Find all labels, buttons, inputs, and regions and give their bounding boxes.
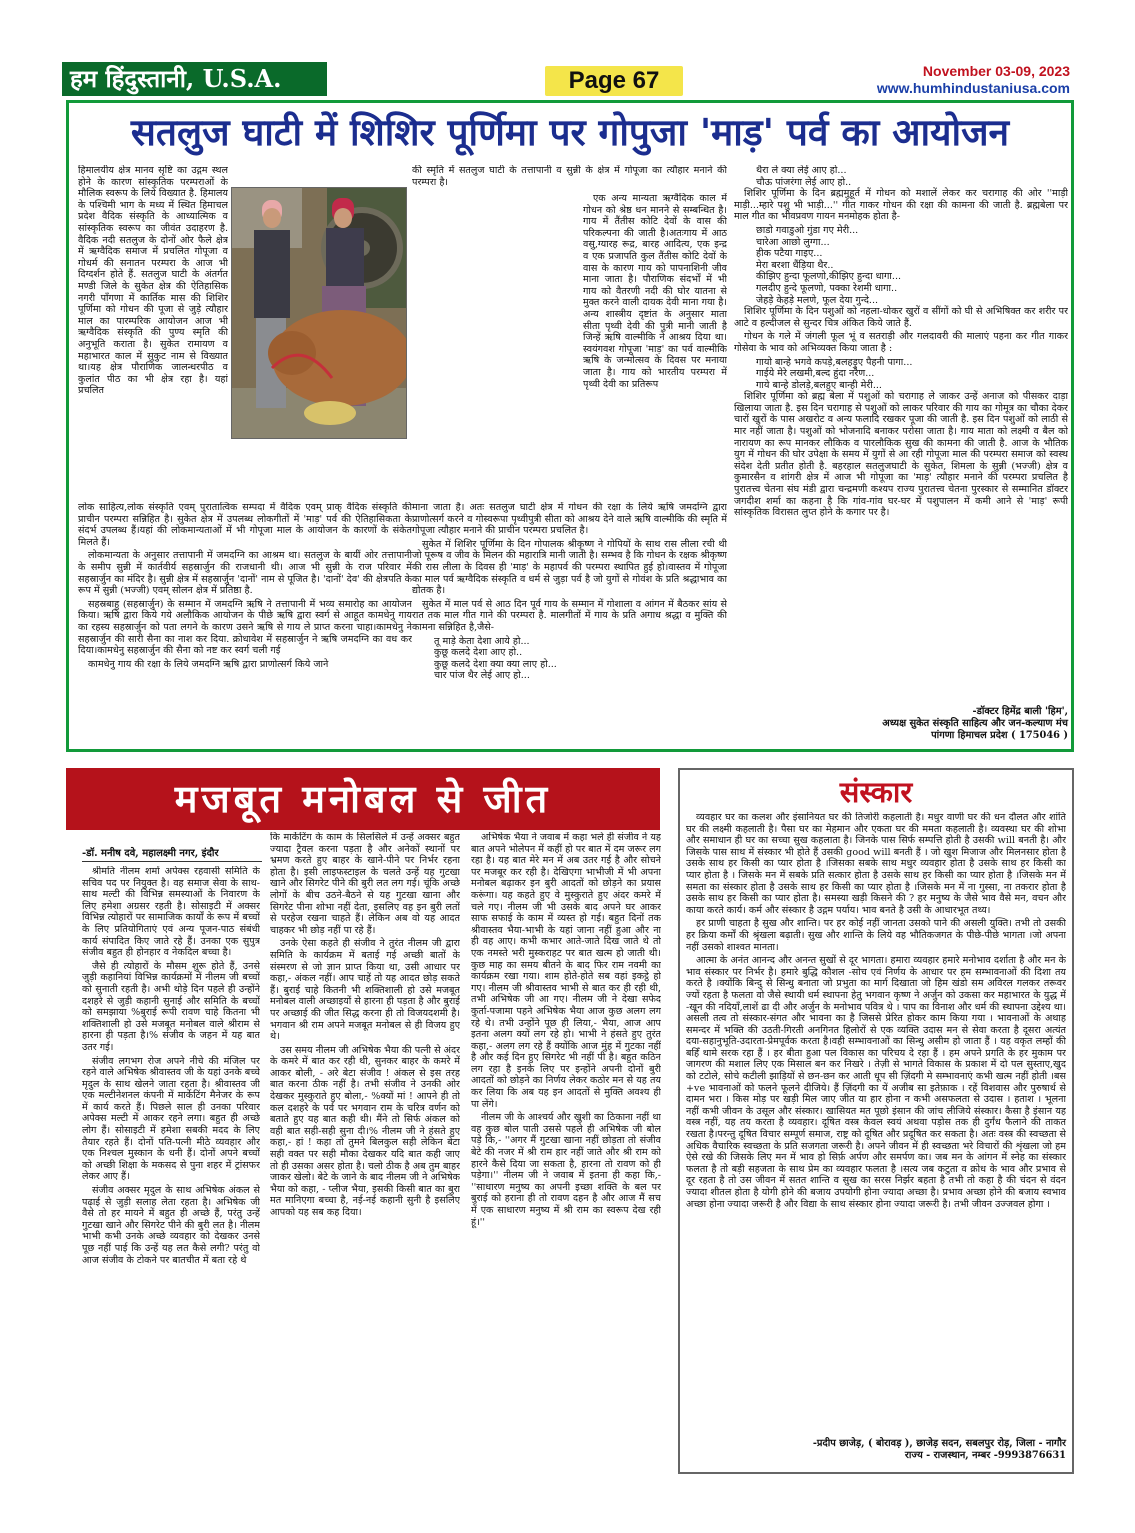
paragraph: सुकेत में शिशिर पूर्णिमा के दिन गोपालक श्रीकृष्ण ने गोपियों के साथ रास लीला रची थी जो पूरूष व जीव के मिलन की महारात्रि मानी जाती है। सम्भव है कि गोधन के रक्षक श्रीकृष्ण की रास लीला के दिवस ही 'माड़' के महापर्व की परम्परा स्थापित हुई हो।वास्तव में गोपूजा का माल पर्व ऋग्वैदिक संस्कृति व धर्म से जुड़ा पर्व है जो युगों से गोवंश के प्रति श्रद्धाभाव का द्योतक है। bbox=[412, 538, 727, 597]
story-col1 bbox=[82, 866, 260, 1478]
story-author: -डॉ. मनीष दवे, महालक्ष्मी नगर, इंदौर bbox=[82, 848, 219, 859]
folk-song-verses bbox=[756, 165, 1068, 188]
verse-line: गलदीए हुन्दे फूलणो, पक्का रेशमी धागा.. bbox=[756, 282, 898, 294]
paragraph: माना जाता है। अतः सतलुज घाटी क्षेत्र में गोधन की रक्षा के लिये ऋषि जमदग्नि द्वारा प्राणोत्सर्ग करने व गोस्वरूपा पृथ्वीपुत्री सीता को आश्रय देने वाले ऋषि वाल्मीकि की स्मृति में गोपूजा त्यौहार मनाने की प्राचीन परम्परा प्रचलित है। bbox=[412, 502, 727, 537]
paragraph: कामधेनु गाय की रक्षा के लिये जमदग्नि ऋषि द्वारा प्राणोत्सर्ग किये जाने bbox=[88, 658, 329, 670]
paragraph: गोधन के गले में जंगली फूल भूं व सतराड़ी और गलदावरी की मालाएं पहना कर गीत गाकर गोसेवा के भाव को अभिव्यक्त किया जाता है : bbox=[734, 331, 1068, 354]
verse-line: हीक पटैया गाइए... bbox=[756, 248, 823, 260]
folk-song-verses bbox=[434, 636, 727, 682]
paragraph: शिशिर पूर्णिमा को ब्रह्म बेला में पशुओं को चरागाह ले जाकर उन्हें अनाज को पीसकर दाड़ा खिलाया जाता है. इस दिन चरागाह से पशुओं को लाकर परिवार की गाय का गोमूत्र का चौका देकर चारों खुरों के पास अखरोट व अन्य फलादि रखकर पूजा की जाती है. इस दिन पशुओं को लाठी से मार नहीं जाता है। पशुओं को भोजनादि बनाकर परोसा जाता है। गाय माता को लक्ष्मी व बैल को नारायण का रूप मानकर लौकिक व पारलौकिक सुख की कामना की जाती है. आज के भौतिक युग में गोधन की घोर उपेक्षा के समय में युगों से आ रही गोपूजा माल की परम्परा समाज को स्वस्थ संदेश देती प्रतीत होती है. बहरहाल सतलुजघाटी के सुकेत, शिमला के सुन्नी (भज्जी) क्षेत्र व कुमारसैन व शांगरी क्षेत्र में आज भी गोपूजा का 'माड़' त्यौहार मनाने की परम्परा प्रचलित है पुरातत्त्व चेतना संघ मंडी द्वारा चन्द्रमणी कश्यप राज्य पुरातत्त्व चेतना पुरस्कार से सम्मानित डॉक्टर जगदीश शर्मा का कहना है कि गांव-गांव घर-घर में पशुपालन में कमी आने से 'माड़' रूपी सांस्कृतिक विरासत लुप्त होने के कगार पर है। bbox=[734, 391, 1068, 519]
women-feeding-cow-photo bbox=[232, 188, 407, 439]
paragraph: लोकमान्यता के अनुसार तत्तापानी में जमदग्नि का आश्रम था। सतलुज के बायीं ओर तत्तापानी के समीप सुन्नी में कार्तवीर्य सहस्रार्जुन की राजधानी थी। आज भी सुन्नी के राज परिवार में सहस्रार्जुन का मंदिर है। सुन्नी क्षेत्र में सहस्रार्जुन 'दानों' नाम से पूजित है। 'दानों' देव' की क्षेत्रपति के रूप में सुन्नी (भज्जी) एवम् सोलन क्षेत्र में प्रतिष्ठा है. bbox=[78, 550, 412, 597]
paragraph: सुकेत में माल पर्व से आठ दिन पूर्व गाय के सम्मान में गोशाला व आंगन में बैठकर सांय से रात तक माल गीत गाने की परम्परा है. मालगीतों में गाय के प्रति अगाध श्रद्धा व मुक्ति की कामना सन्निहित है,जैसे- bbox=[412, 598, 727, 633]
author-address: पांगणा हिमाचल प्रदेश ( 175046 ) bbox=[931, 730, 1068, 741]
paragraph: एक अन्य मान्यता ऋग्वैदिक काल में गोधन को श्रेष्ठ धन मानने से सम्बन्धित है। गाय में तैंतीस कोटि देवों के वास की परिकल्पना की जाती है।अतःगाय में आठ वसु,ग्यारह रूद्र, बारह आदित्य, एक इन्द्र व एक प्रजापति कुल तैंतीस कोटि देवों के वास के कारण गाय को पापनाशिनी जीव माना जाता है। पौराणिक संदर्भों में भी गाय को वैतरणी नदी की घोर यातना से मुक्त करने वाली दायक देवी माना गया है। अन्य शास्त्रीय दृष्टांत के अनुसार माता सीता पृथ्वी देवी की पुत्री मानी जाती है जिन्हें ऋषि वाल्मीकि ने आश्रय दिया था।स्वयंगवश गोपूजा 'माड़' का पर्व वाल्मीकि ऋषि के जन्मोत्सव के दिवस पर मनाया जाता है। गाय को भारतीय परम्परा में पृथ्वी देवी का प्रतिरूप bbox=[583, 193, 727, 390]
verse-line: गायो बान्हे भगवे कपड़े,बलहड़ुए पैहनी पागा... bbox=[756, 356, 913, 368]
sanskar-body bbox=[686, 812, 1066, 1434]
verse-line: मेरा बरशा धैंड़िया थैर.. bbox=[756, 259, 834, 271]
folk-song-verses bbox=[756, 357, 1068, 392]
paragraph: शिशिर पूर्णिमा के दिन ब्रह्ममुहूर्त में गोधन को मशालें लेकर कर चरागाह की ओर ''माड़ी माड़ी...म्हारे पशु भी भाड़ी...'' गीत गाकर गोधन की रक्षा की कामना की जाती है. ब्रह्मबेला पर माल गीत का भीवप्रवण गायन मनमोहक होता है- bbox=[734, 188, 1068, 223]
story-headline-banner: मजबूत मनोबल से जीत bbox=[66, 768, 660, 830]
paragraph: सहस्रबाहु (सहस्रार्जुन) के सम्मान में जमदग्नि ऋषि ने तत्तापानी में भव्य समारोह का आयोजन किया। ऋषि द्वारा किये गये अलौकिक आयोजन के पीछे ऋषि द्वारा स्वर्ग से आहूत कामधेनु गाय का रहस्य सहस्रार्जुन को पता लगने के कारण उसने ऋषि से गाय ले प्राप्त करना चाहा।कामधेनु ने सहस्रार्जुन की सारी सैना का नाश कर दिया. क्रोधावेश में सहस्रार्जुन ने ऋषि जमदग्नि का वध कर दिया।कामधेनु सहस्रार्जुन की सैना को नष्ट कर स्वर्ग चली गई bbox=[78, 598, 412, 657]
issue-date: November 03-09, 2023 bbox=[922, 63, 1070, 79]
paragraph: नीलम जी के आश्चर्य और खुशी का ठिकाना नहीं था वह कुछ बोल पाती उससे पहले ही अभिषेक जी बोल पड़े कि,- ''अगर मैं गुटखा खाना नहीं छोड़ता तो संजीव बेटे की नजर में श्री राम हार नहीं जाते और श्री राम को हारने कैसे दिया जा सकता है, हारना तो रावण को ही पड़ेगा।'' नीलम जी ने जवाब में इतना ही कहा कि,- ''साधारण मनुष्य का अपनी इच्छा शक्ति के बल पर बुराई को हराना ही तो रावण दहन है और आज मैं सच में एक साधारण मनुष्य में श्री राम का स्वरूप देख रही हूं।'' bbox=[471, 1112, 661, 1228]
paragraph: संजीव लगभग रोज अपने नीचे की मंजिल पर रहने वाले अभिषेक श्रीवास्तव जी के यहां उनके बच्चे मृदुल के साथ खेलने जाता रहता है। श्रीवास्तव जी एक मल्टीनेशनल कंपनी में मार्केटिंग मैनेजर के रूप में कार्य करते हैं। पिछले साल ही उनका परिवार अपेक्स मल्टी में आकर रहने लगा। बहुत ही अच्छे लोग हैं। सोसाइटी में हमेशा सबकी मदद के लिए तैयार रहते हैं। दोनों पति-पत्नी मीठे व्यवहार और एक निश्चल मुस्कान के धनी हैं। दोनों अपने बच्चों को अच्छी शिक्षा के मकसद से पुना शहर में ट्रांसफर लेकर आए हैं। bbox=[82, 1055, 260, 1183]
top-article-col1-intro-text: हिमालयीय क्षेत्र मानव सृष्टि का उद्गम स्थल होने के कारण सांस्कृतिक परम्पराओं के मौलिक स्वरूप के लिये विख्यात है. हिमालय के पश्चिमी भाग के मध्य में स्थित हिमाचल प्रदेश वैदिक संस्कृति के आध्यात्मिक व सांस्कृतिक स्वरूप का जीवंत उदाहरण है. वैदिक नदी सतलुज के दोनों ओर फैले क्षेत्र में ऋग्वैदिक समाज में प्रचलित गोपूजा व गोधर्म की सनातन परम्परा के आज भी दिग्दर्शन होते हैं. सतलुज घाटी के अंतर्गत मण्डी जिले के सुकेत क्षेत्र की ऐतिहासिक नगरी पाँगणा में कार्तिक मास की शिशिर पूर्णिमा को गोधन की पूजा से जुड़े त्यौहार माल का पारम्परिक आयोजन आज भी ऋग्वैदिक संस्कृति की पुण्य स्मृति की अनुभूति कराता है। सुकेत रामायण व महाभारत काल में सुकुट नाम से विख्यात था।यह क्षेत्र पौराणिक जालन्धरपीठ व कुलांत पीठ का भी क्षेत्र रहा है। यहां प्रचलित bbox=[78, 165, 228, 397]
top-article-col3 bbox=[734, 165, 1068, 705]
verse-line: जेहड़े केहड़े मलणे, फूल देया गुन्दे... bbox=[756, 294, 879, 306]
folk-song-verses bbox=[756, 225, 1068, 306]
page-number: Page 67 bbox=[545, 66, 683, 96]
top-article-col1-intro bbox=[78, 165, 228, 501]
paragraph: श्रीमति नीलम शर्मा अपेक्स रहवासी समिति के सचिव पद पर नियुक्त है। वह समाज सेवा के साथ-साथ मल्टी की विभिन्न समस्याओं के निवारण के लिए हमेशा अग्रसर रहती है। सोसाइटी में अक्सर विभिन्न त्योहारों पर सामाजिक कार्यों के रूप में बच्चों के लिए प्रतियोगिताएं एवं अन्य पूजन-पाठ संबंधी कार्य संपादित किए जाते रहे हैं। उनका एक सुपुत्र संजीव बहुत ही होनहार व नेकदिल बच्चा है। bbox=[82, 866, 260, 959]
paragraph: शिशिर पूर्णिमा के दिन पशुओं को नहला-धोकर खुरों व सींगों को घी से अभिषिक्त कर शरीर पर आटे व हल्दीजल से सुन्दर चित्र अंकित किये जाते हैं. bbox=[734, 306, 1068, 329]
article-photo bbox=[231, 187, 407, 439]
verse-line: गाये बान्हे डोलड़े,बलहुए बान्ही मेरी... bbox=[756, 379, 882, 391]
paragraph: लोक साहित्य,लोक संस्कृति एवम् पुरातात्विक सम्पदा में वैदिक एवम् प्राक् वैदिक संस्कृति की प्राचीन परम्परा सन्निहित है। सुकेत क्षेत्र में उपलब्ध लोकगीतों में 'माड़' पर्व की ऐतिहासिकता के संदर्भ उपलब्ध हैं।यहां की लोकमान्यताओं में भी गोपूजा माल के आयोजन के कारणों के संकेत मिलते हैं। bbox=[78, 502, 412, 548]
story-col2 bbox=[270, 832, 460, 1478]
verse-line: गाईये मेरे लखमी,बल्द हुंदा नरैण... bbox=[756, 368, 875, 380]
paragraph: अभिषेक भैया ने जवाब में कहा भले ही संजीव ने यह बात अपने भोलेपन में कहीं हो पर बात में दम जरूर लग रहा है। यह बात मेरे मन में अब उतर गई है और सोचने पर मजबूर कर रही है। देखिएगा भाभीजी में भी अपना मनोबल बढ़ाकर इन बुरी आदतों को छोड़ने का प्रयास करूंगा। यह कहते हुए वे मुस्कुराते हुए अंदर कमरे में चले गए। नीलम जी भी उसके बाद अपने घर आकर साफ सफाई के काम में व्यस्त हो गई। बहुत दिनों तक श्रीवास्तव भैया-भाभी के यहां जाना नहीं हुआ और ना ही वह आए। कभी कभार आते-जाते दिख जाते थे तो एक नमस्ते भरी मुस्कराहट पर बात खत्म हो जाती थी। कुछ माह का समय बीतने के बाद फिर राम नवमी का कार्यक्रम रखा गया। शाम होते-होते सब वहां इकट्ठे हो गए। नीलम जी श्रीवास्तव भाभी से बात कर ही रही थी, तभी अभिषेक जी आ गए। नीलम जी ने देखा सफेद कुर्ता-पजामा पहने अभिषेक भैया आज कुछ अलग लग रहे थे। तभी उन्होंने पूछ ही लिया,- भैया, आज आप इतना अलग क्यों लग रहे हो। भाभी ने हंसते हुए तुरंत कहा,- अलग लग रहे हैं क्योंकि आज मुंह में गुटका नहीं है और कई दिन हुए सिगरेट भी नहीं पी है। बहुत कठिन लग रहा है इनके लिए पर इन्होंने अपनी दोनों बुरी आदतों को छोड़ने का निर्णय लेकर कठोर मन से यह तय कर लिया कि अब यह इन आदतों से मुक्ति अवश्य ही पा लेंगे। bbox=[471, 832, 661, 1110]
top-article-col1-body bbox=[78, 502, 412, 750]
author-name: -प्रदीप छाजेड़, ( बोरावड़ ), छाजेड़ सदन, सबलपुर रोड़, जिला - नागौर bbox=[812, 1438, 1066, 1449]
sanskar-title: संस्कार bbox=[839, 775, 913, 809]
author-contact: राज्य - राजस्थान, नम्बर -9993876631 bbox=[904, 1450, 1066, 1461]
paragraph: आत्मा के अनंत आनन्द और अनन्त सुखों से दूर भागता। हमारा व्यवहार हमारे मनोभाव दर्शाता है और मन के भाव संस्कार पर निर्भर है। हमारे बुद्धि कौशल -सोच एवं निर्णय के आधार पर हम सम्भावनाओं की दिशा तय करते है ।क्योंकि बिन्दु से सिन्धु बनाता जो प्रभुता का मार्ग दिखाता जो हिम खंडो सम अविरल गलकर तरूवर ज्यों रहता है फलता वो जैसे स्थायी धर्म स्थापना हेतु भगवान कृष्ण ने अर्जुन को उकसा कर महाभारत के युद्ध में -खून की नदियाँ,लाशें ढा दी और अर्जुन के मनोभाव पवित्र थे । पाप का विनाश और धर्म की स्थापना उद्देश्य था। असली तत्व तो संस्कार-संगत और भावना का है जिससे प्रेरित होकर काम किया गया । भावनाओं के अथाह समन्दर में भक्ति की उठती-गिरती अनगिनत हिलोरों से एक व्यक्ति उदास मन से सेवा करता है दूसरा अत्यंत दया-सहानुभूति-उदारता-प्रेमपूर्वक करता है।वही सम्भावनाओं का सिन्धु असीम हो जाता हैं । यह वकृत लम्हों की बहिँ थामे सरक रहा हैं । हर बीता हुआ पल विकास का परिचय दे रहा हैं । हम अपने प्रगति के हर मुकाम पर जागरण की मशाल लिए एक मिसाल बन कर निखरे । तेज़ी से भागते विकास के प्रकाश में दो पल सुस्ताए,खुद को टटोले, सोचे कटीली झाड़ियों से छन-छन कर आती धूप सी ज़िंदगी मे सम्भावनाएं कभी खत्म नहीं होती ।बस +ve भावनाओं को फलने फूलने दीजिये। हैं ज़िंदगी का यें अजीब सा इतेफ़ाक । रहें विशवास और पुरुषार्थ से दामन भरा । किस मोड़ पर खड़ी मिल जाए जीत या हार होना न कभी असफलता से उदास । हताश । भूलना नहीं कभी जीवन के उसूल और संस्कार। खासियत मत पूछो इंसान की जांच लीजिये संस्कार। कैसा है इंसान यह वस्त्र नहीं, यह तय करता है व्यवहार। दूषित वस्त्र केवल स्वयं अथवा पड़ोस तक ही दुर्गंध फैलाने की ताकत रखता है।परन्तु दूषित विचार सम्पूर्ण समाज, राष्ट्र को दूषित और प्रदूषित कर सकता है। अतः वस्त्र की स्वच्छता से अधिक वैचारिक स्वच्छता के प्रति सजगता जरूरी है। अपने जीवन में ही स्वच्छता भरे विचारों की शृंखला जो हम ऐसे रखे की जिसके लिए मन में भाव हो सिर्फ़ अर्पण और समर्पण का। जब मन के आंगन में स्नेह का संस्कार फलता है तो बड़ी सहजता के साथ प्रेम का व्यवहार फलता है ।सत्य जब कटुता व क्रोध के भाव और प्रभाव से दूर रहता है तो उस जीवन में सतत शान्ति व सुख का सरस निर्झर बहता है तभी तो कहा है की चंदन से वंदन ज्यादा शीतल होता है योगी होने की बजाय उपयोगी होना ज्यादा अच्छा है। प्रभाव अच्छा होने की बजाय स्वभाव अच्छा होना ज्यादा जरूरी है और विद्या के साथ संस्कार होना ज्यादा जरूरी है। तभी जीवन उज्जवल होगा । bbox=[686, 955, 1066, 1210]
paragraph: कि मार्केटिंग के काम के सिलसिले में उन्हें अक्सर बहुत ज्यादा ट्रैवल करना पड़ता है और अनेकों स्थानों पर भ्रमण करते हुए बाहर के खाने-पीने पर निर्भर रहना होता है। इसी लाइफस्टाइल के चलते उन्हें यह गुटखा खाने और सिगरेट पीने की बुरी लत लग गई। चूंकि अच्छे लोगों के बीच उठने-बैठने से यह गुटखा खाना और सिगरेट पीना शोभा नहीं देता, इसलिए वह इन बुरी लतों से परहेज रखना चाहते हैं। लेकिन अब वो यह आदत चाहकर भी छोड़ नहीं पा रहे हैं। bbox=[270, 832, 460, 936]
paragraph: व्यवहार घर का कलश और इंसानियत घर की तिजोरी कहलाती है। मधुर वाणी घर की धन दौलत और शांति घर की लक्ष्मी कहलाती है। पैसा घर का मेहमान और एकता घर की ममता कहलाती है। व्यवस्था घर की शोभा और समाधान ही घर का सच्चा सुख कहलाता है। जिनके पास सिर्फ सम्पत्ति होती है उसकी will बनती है। और जिसके पास साथ में संस्कार भी होते हैं उसकी good will बनती हैं । जो खुश मिजाज और मिलनसार होता है उसके साथ हर किसी का प्यार होता है ।जिसका सबके साथ मधुर व्यवहार होता है उसके साथ हर किसी का प्यार होता है । जिसके मन में सबके प्रति सत्कार होता है उसके साथ हर किसी का प्यार होता है ।जिसके मन में समता का संस्कार होता है उसके साथ हर किसी का प्यार होता है ।जिसके मन में ना गुस्सा, ना तकरार होता है उसके साथ हर किसी का प्यार होता है। समस्या खड़ी किसने की ? हर मनुष्य के जैसे भाव वैसे मन, वचन और काया करते कार्य। कर्म और संस्कार है उद्गम पर्याय। भाव बनते है उसी के आधारभूत तथ्य। bbox=[686, 812, 1066, 916]
paragraph: की स्मृति में सतलुज घाटी के तत्तापानी व सुन्नी के क्षेत्र में गोपूजा का त्यौहार मनाने की परम्परा है। bbox=[412, 165, 727, 188]
sanskar-signature bbox=[686, 1438, 1066, 1462]
verse-line: तू माड़े केता देशा आये हो... bbox=[434, 635, 530, 647]
verse-line: कुछू कलदे देशा आए हो.. bbox=[434, 647, 523, 659]
website-link[interactable]: www.humhindustaniusa.com bbox=[876, 80, 1070, 96]
author-title: अध्यक्ष सुकेत संस्कृति साहित्य और जन-कल्याण मंच bbox=[882, 718, 1068, 729]
verse-line: थैरा ले क्या लेई आए हो... bbox=[756, 165, 847, 176]
paragraph: संजीव अक्सर मृदुल के साथ अभिषेक अंकल से पढ़ाई से जुड़ी सलाह लेता रहता है। अभिषेक जी वैसे तो हर मायने में बहुत ही अच्छे हैं, परंतु उन्हें गुटखा खाने और सिगरेट पीने की बुरी लत है। नीलम भाभी कभी उनके अच्छे व्यवहार को देखकर उनसे पूछ नहीं पाई कि उन्हें यह लत कैसे लगी? परंतु वो आज संजीव के टोकने पर बातचीत में बता रहे थे bbox=[82, 1185, 260, 1266]
author-underline bbox=[82, 861, 262, 862]
verse-line: कीझिए हुन्दा फूलणो,कीझिए हुन्दा धागा... bbox=[756, 271, 902, 283]
top-article-signature bbox=[734, 706, 1068, 742]
verse-line: कुछू कलदे देशा क्या क्या लाए हो... bbox=[434, 658, 557, 670]
top-article-col2-body bbox=[412, 502, 727, 750]
paragraph: जैसे ही त्योहारों के मौसम शुरू होते हैं, उनसे जुड़ी कहानियां विभिन्न कार्यक्रमों में नीलम जी बच्चों को सुनाती रहती है। अभी थोड़े दिन पहले ही उन्होंने दशहरे से जुड़ी कहानी सुनाई और समिति के बच्चों को समझाया %बुराई रूपी रावण चाहे कितना भी शक्तिशाली हो उसे मजबूत मनोबल वाले श्रीराम से हारना ही पड़ता है।% संजीव के जहन में यह बात उतर गई। bbox=[82, 960, 260, 1053]
masthead-logo: हम हिंदुस्तानी, U.S.A. bbox=[62, 62, 327, 96]
top-article-col2-narrow bbox=[583, 193, 727, 501]
paragraph: उस समय नीलम जी अभिषेक भैया की पत्नी से अंदर के कमरे में बात कर रही थी, सुनकर बाहर के कमरे में आकर बोली, - अरे बेटा संजीव ! अंकल से इस तरह बात करना ठीक नहीं है। तभी संजीव ने उनकी ओर देखकर मुस्कुराते हुए बोला,- %क्यों मां ! आपने ही तो कल दशहरे के पर्व पर भगवान राम के चरित्र वर्णन को बताते हुए यह बात कही थी। मैंने तो सिर्फ अंकल को वही बात सही-सही सुना दी।% नीलम जी ने हंसते हुए कहा,- हां ! कहा तो तुमने बिलकुल सही लेकिन बेटा सही वक्त पर सही मौका देखकर यदि बात कही जाए तो ही उसका असर होता है। चलो ठीक है अब तुम बाहर जाकर खेलो। बेटे के जाने के बाद नीलम जी ने अभिषेक भैया को कहा, - प्लीज भैया, इसकी किसी बात का बुरा मत मानिएगा बच्चा है, नई-नई कहानी सुनी है इसलिए आपको यह सब कह दिया। bbox=[270, 1044, 460, 1218]
top-article-col2-top bbox=[412, 165, 727, 193]
author-name: -डॉक्टर हिमेंद्र बाली 'हिम', bbox=[972, 706, 1068, 717]
verse-line: चौऊ पांजरंगा लेई आए हो.. bbox=[756, 176, 852, 188]
paragraph: हर प्राणी चाहता है सुख और शान्ति। पर हर कोई नहीं जानता उसको पाने की असली युक्ति। तभी तो उसकी हर क्रिया कर्मों की श्रृंखला बढ़ाती। सुख और शान्ति के लिये वह भौतिकजगत के पीछे-पीछे भागता ।जो अपना नहीं उसको शाश्वत मानता। bbox=[686, 918, 1066, 953]
verse-line: चारेआ आछो लुग्गा... bbox=[756, 236, 830, 248]
paragraph: उनके ऐसा कहते ही संजीव ने तुरंत नीलम जी द्वारा समिति के कार्यक्रम में बताई गई अच्छी बातों के संस्मरण से जो ज्ञान प्राप्त किया था, उसी आधार पर कहा,- अंकल नहीं। आप चाहें तो यह आदत छोड़ सकते हैं। बुराई चाहे कितनी भी शक्तिशाली हो उसे मजबूत मनोबल वाली अच्छाइयों से हारना ही पड़ता है और बुराई पर अच्छाई की जीत सिद्ध करना ही तो विजयदशमी है। भगवान श्री राम अपने मजबूत मनोबल से ही विजय हुए थे। bbox=[270, 938, 460, 1043]
verse-line: चार पांज थैर लेई आए हो... bbox=[434, 670, 530, 682]
story-col3 bbox=[471, 832, 661, 1478]
verse-line: छाडो गवाडुओ गुंडा गए मेरी... bbox=[756, 224, 859, 236]
top-article-headline: सतलुज घाटी में शिशिर पूर्णिमा पर गोपुजा 'माड़' पर्व का आयोजन bbox=[130, 110, 1010, 154]
